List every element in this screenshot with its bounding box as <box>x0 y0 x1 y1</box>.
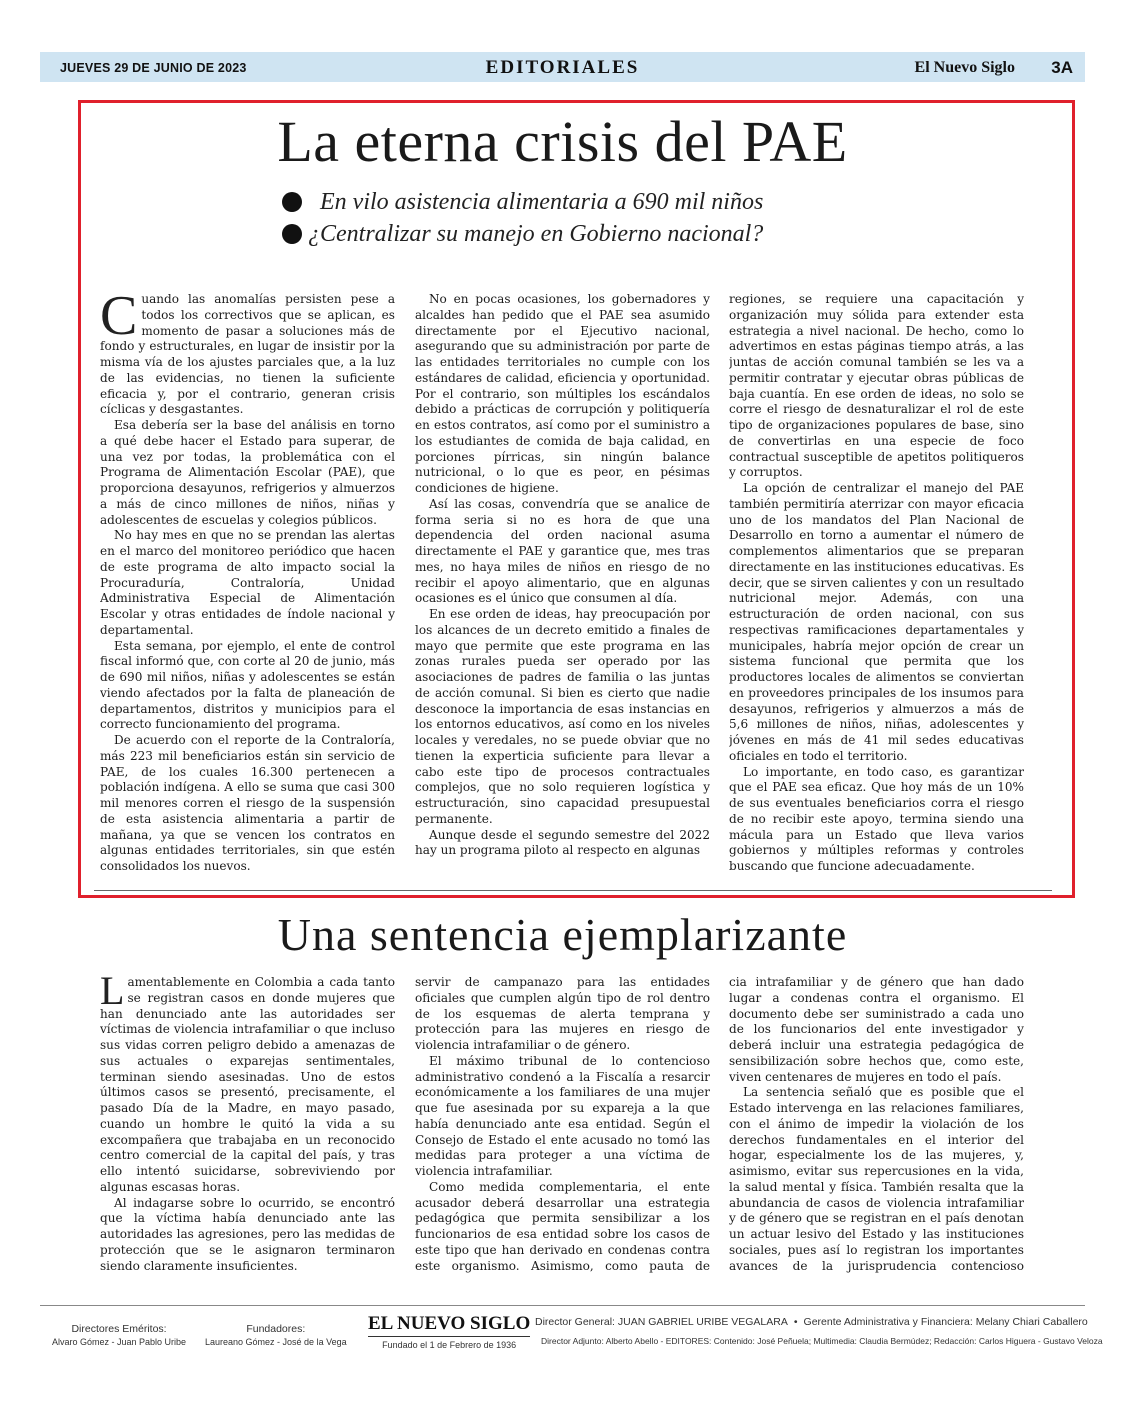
founders-names: Laureano Gómez - José de la Vega <box>205 1337 347 1347</box>
issue-date: JUEVES 29 DE JUNIO DE 2023 <box>60 61 247 75</box>
article-column-2 <box>415 975 710 1275</box>
paragraph: No en pocas ocasiones, los gobernadores y alcaldes han pedido que el PAE sea asumido directamente por el Ejecutivo nacional, asegurando que su administración por parte de las entidades territoriales no cumple con los estándares de calidad, eficiencia y oportunidad. Por el contrario, son múltiples los escándalos debido a prácticas de corrupción y politiquería en estos contratos, así como por el suministro a los estudiantes de comida de baja calidad, en porciones pírricas, sin ningún balance nutricional, o lo que es peor, en pésimas condiciones de higiene. <box>415 292 710 495</box>
directors-label: Directores Eméritos: <box>71 1323 167 1335</box>
paragraph: Como medida complementaria, el ente acusador deberá desarrollar una estrategia pedagógica que permita sensibilizar a los funcionarios de esa entidad sobre los casos de este tipo que han derivado en condenas contra este organismo. Asimismo, como pauta de <box>415 1179 710 1273</box>
paragraph: Aunque desde el segundo semestre del 2022 hay un programa piloto al respecto en algunas <box>415 827 710 858</box>
emeritus-directors <box>52 1323 186 1347</box>
article-column-3 <box>729 975 1024 1275</box>
paragraph: Lamentablemente en Colombia a cada tanto se registran casos en donde mujeres que han denunciado ante las autoridades ser víctimas de violencia intrafamiliar o que incluso sus vidas corren peligro debido a amenazas de sus actuales o exparejas sentimentales, terminan siendo asesinadas. Uno de estos últimos casos se presentó, precisamente, el pasado Día de la Madre, en mayo pasado, cuando un hombre le quitó la vida a su excompañera que trabajaba en un reconocido centro comercial de la capital del país, y tras ello intentó suicidarse, sobreviviendo por algunas escasas horas. <box>100 975 395 1194</box>
subhead-text: En vilo asistencia alimentaria a 690 mil niños <box>320 188 764 215</box>
paragraph: En ese orden de ideas, hay preocupación por los alcances de un decreto emitido a finales de mayo que permite que este programa en las zonas rurales pueda ser operado por las asociaciones de padres de familia o las juntas de acción comunal. Si bien es cierto que nadie desconoce la importancia de esas instancias en los entornos educativos, así como en los niveles locales y veredales, no se puede obviar que no tienen la experticia suficiente para llevar a cabo este tipo de procesos contractuales complejos, que no solo requieren logística y estructuración, sino capacidad presupuestal permanente. <box>415 607 710 826</box>
general-manager: Gerente Administrativa y Financiera: Melany Chiari Caballero <box>803 1316 1088 1328</box>
paragraph: Cuando las anomalías persisten pese a todos los correctivos que se aplican, es momento de pasar a soluciones más de fondo y estructurales, en lugar de insistir por la misma vía de los ajustes parciales que, a la luz de las evidencias, no tienen la suficiente eficacia y, por el contrario, generan crisis cíclicas y desgastantes. <box>100 292 395 417</box>
paragraph: Al indagarse sobre lo ocurrido, se encontró que la víctima había denunciado ante las autoridades las agresiones, pero las medidas de protección que se le asignaron terminaron siendo claramente insuficientes. <box>100 1195 395 1273</box>
bullet-icon <box>282 192 302 212</box>
paragraph: cia intrafamiliar y de género que han dado lugar a condenas contra el organismo. El documento debe ser suministrado a cada uno de los funcionarios del ente investigador y deberá incluir una estrategia pedagógica de sensibilización sobre hechos que, como este, viven centenares de mujeres en todo el país. <box>729 975 1024 1084</box>
paragraph: Esa debería ser la base del análisis en torno a qué debe hacer el Estado para superar, de una vez por todas, la problemática con el Programa de Alimentación Escolar (PAE), que proporciona desayunos, refrigerios y almuerzos a más de cinco millones de niños, niñas y adolescentes de escuelas y colegios públicos. <box>100 418 395 527</box>
section-title: EDITORIALES <box>485 57 640 78</box>
paragraph: regiones, se requiere una capacitación y organización muy sólida para extender esta estrategia a nivel nacional. De hecho, como lo advertimos en estas páginas tiempo atrás, a las juntas de acción comunal también se les va a permitir contratar y ejecutar obras públicas de baja cuantía. En ese orden de ideas, no solo se corre el riesgo de desnaturalizar el rol de este tipo de organizaciones populares de base, sino de convertirlas en una especie de foco contractual susceptible de apetitos politiqueros y corruptos. <box>729 292 1024 480</box>
paragraph: No hay mes en que no se prendan las alertas en el marco del monitoreo periódico que hacen de este programa de alto impacto social la Procuraduría, Contraloría, Unidad Administrativa Especial de Alimentación Escolar y otras entidades de índole nacional y departamental. <box>100 528 395 637</box>
article-headline: La eterna crisis del PAE <box>277 109 848 174</box>
staff-line-2: Director Adjunto: Alberto Abello - EDITORES: Contenido: José Peñuela; Multimedia: Claudia Bermúdez; Redacción: Carlos Higuera - Gustavo Veloza <box>541 1336 1103 1346</box>
subhead <box>282 218 882 250</box>
article-subheads <box>282 186 882 250</box>
paragraph: Lo importante, en todo caso, es garantizar que el PAE sea eficaz. Que hoy más de un 10% de sus eventuales beneficiarios corra el riesgo de no recibir este apoyo, termina siendo una mácula para un Estado que lleva varios gobiernos y múltiples reformas y controles buscando que funcione adecuadamente. <box>729 764 1024 872</box>
article-headline: Una sentencia ejemplarizante <box>277 909 848 960</box>
directors-names: Alvaro Gómez - Juan Pablo Uribe <box>52 1337 187 1347</box>
paragraph <box>100 1274 395 1275</box>
paragraph: servir de campanazo para las entidades oficiales que cumplen algún tipo de rol dentro de los esquemas de alerta temprana y protección para las mujeres en riesgo de violencia intrafamiliar o de género. <box>415 975 710 1052</box>
article-column-1 <box>100 975 395 1275</box>
staff-line-1 <box>535 1316 1088 1328</box>
paragraph: Esta semana, por ejemplo, el ente de control fiscal informó que, con corte al 20 de junio, más de 690 mil niños, niñas y adolescentes se están viendo afectados por la falta de planeación de departamentos, distritos y municipios para el correcto funcionamiento del programa. <box>100 638 395 732</box>
drop-cap: C <box>100 292 138 347</box>
founders <box>205 1323 347 1347</box>
director-general: Director General: JUAN GABRIEL URIBE VEGALARA <box>535 1316 788 1328</box>
founders-label: Fundadores: <box>246 1323 306 1335</box>
article-column-1 <box>100 292 395 872</box>
paragraph: Así las cosas, convendría que se analice de forma seria si no es hora de que una dependencia del orden nacional asuma directamente el PAE y garantice que, mes tras mes, no haya miles de niños en riesgo de no recibir el apoyo alimentario, que en algunas ocasiones es el único que consumen al día. <box>415 496 710 606</box>
paragraph: La sentencia señaló que es posible que el Estado intervenga en las relaciones familiares, con el ánimo de impedir la violación de los derechos fundamentales en el interior del hogar, especialmente los de las mujeres, y, asimismo, evitar sus repercusiones en la vida, la salud mental y física. También resalta que la abundancia de casos de violencia intrafamiliar y de género que se registran en el país denotan un actuar lesivo del Estado y las instituciones sociales, pues así lo registran los importantes avances de la jurisprudencia contencioso <box>729 1085 1024 1273</box>
article-column-3 <box>729 292 1024 872</box>
subhead <box>282 186 882 218</box>
bullet-icon: • <box>793 1316 798 1328</box>
founded-date: Fundado el 1 de Febrero de 1936 <box>382 1340 517 1350</box>
drop-cap: L <box>100 975 125 1013</box>
paragraph: De acuerdo con el reporte de la Contraloría, más 223 mil beneficiarios están sin servicio de PAE, de los cuales 16.300 pertenecen a población indígena. A ello se suma que casi 300 mil menores corren el riesgo de la suspensión de esta asistencia alimentaria a partir de mañana, ya que se vencen los contratos en algunas entidades territoriales, sin que estén consolidados los nuevos. <box>100 733 395 872</box>
paragraph: El máximo tribunal de lo contencioso administrativo condenó a la Fiscalía a resarcir económicamente a los familiares de una mujer que fue asesinada por su expareja a la que había denunciado ante esa entidad. Según el Consejo de Estado el ente acusado no tomó las medidas para proteger a una víctima de violencia intrafamiliar. <box>415 1053 710 1178</box>
newspaper-logo: EL NUEVO SIGLO <box>368 1313 530 1337</box>
page-number: 3A <box>1051 58 1073 77</box>
article-divider <box>94 890 1052 891</box>
paragraph: La opción de centralizar el manejo del PAE también permitiría aterrizar con mayor eficacia uno de los mandatos del Plan Nacional de Desarrollo en torno a aumentar el número de complementos alimentarios que se preparan directamente en las instituciones educativas. Es decir, que se sirven calientes y con un resultado nutricional mejor. Además, con una estructuración de orden nacional, con sus respectivas ramificaciones departamentales y municipales, habría mejor opción de crear un sistema funcional que permita que los productores locales de alimentos se conviertan en proveedores principales de los insumos para desayunos, refrigerios y almuerzos a más de 5,6 millones de niños, niñas, adolescentes y jóvenes en más de 41 mil sedes educativas oficiales en todo el territorio. <box>729 481 1024 763</box>
article-column-2 <box>415 292 710 872</box>
footer-logo <box>368 1313 530 1350</box>
footer-divider <box>40 1305 1085 1306</box>
subhead-text: ¿Centralizar su manejo en Gobierno nacional? <box>308 220 764 247</box>
bullet-icon <box>282 224 302 244</box>
newspaper-name: El Nuevo Siglo <box>914 59 1015 76</box>
